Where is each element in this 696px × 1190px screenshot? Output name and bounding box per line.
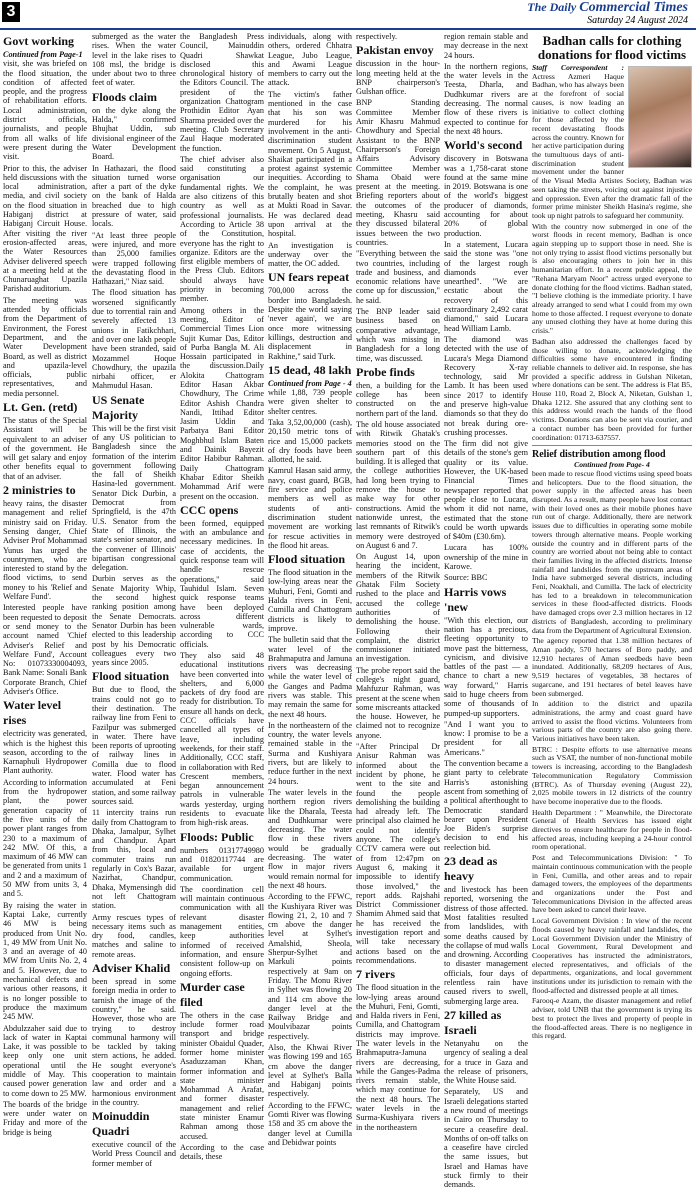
page-number: 3 [2,2,20,22]
paragraph: In addition to the district and upazila administrations, the army and coast guard have arrived to assist the flood victims. Volunteers from various parts of the country are also going there. Various initiatives have been taken. [532,699,692,744]
masthead [0,0,696,30]
paragraph: then, a building for the college has been constructed on the northern part of the land. [356,380,440,418]
paragraph: Taka 3,52,00,000 (cash), 20,150 metric tons of rice and 15,000 packets of dry foods have been allotted, he said. [268,417,352,465]
paragraph: been spread in some foreign media in order to tarnish the image of the country," he said. However, those who are trying to destroy communal harmony will be tackled by taking stern actions, he added. He sought everyone's cooperation to maintain law and order and a harmonious environment in the country. [92,977,176,1107]
headline-worlds-second: World's second [444,138,523,153]
paragraph: heavy rains, the disaster management and relief ministry said on Friday. Sensing danger, Chief Adviser Prof Mohammad Yunus has urged the countrymen, who are interested to stand by the flood victims, to send money to his 'Relief and Welfare Fund'. [3,499,87,602]
paragraph: 11 intercity trains run daily from Chattogram to Dhaka, Jamalpur, Sylhet and Chandpur. Apart from this, local and commuter trains run regularly in Cox's Bazar, Nazirhat, Chandpur, Dhaka, Mymensingh did not left Chattogram station. [92,808,176,911]
issue-date: Saturday 24 August 2024 [587,15,688,26]
headline-govt-working: Govt working [3,34,75,48]
paragraph: 700,000 across the border into Bangladesh. Despite the world saying 'never again', we are once more witnessing killings, destruction and displacement in Rakhine," said Turk. [268,286,352,361]
paragraph: In the northern regions, the water levels in the Teesta, Dharla, and Dudhkumar rivers are decreasing. The normal flow of these rivers is expected to continue for the next 48 hours. [444,61,528,136]
paragraph: Abdulzzaher said due to lack of water in Kaptai Lake, it was possible to keep only one unit operational until the middle of May. This caused power generation to come down to 25 MW. [3,1023,87,1098]
headline-murder-case: Murder case filed [180,979,245,1009]
paragraph: discussion in the hour-long meeting held at the BNP chairperson's Gulshan office. [356,59,440,97]
divider [532,445,692,446]
headline-adviser-khalid: Adviser Khalid [92,961,171,976]
paragraph: Prior to this, the adviser held discussions with the local administration, media, and civil society on the flood situation in Habiganj district at Habiganj Circuit House. After visiting the river erosion-affected areas, the Water Resources Adviser delivered speech at a meeting held at the Chunaruaghat Upazila Parishad auditorium. [3,163,87,294]
paragraph: According to the case details, these [180,1142,264,1162]
paragraph: But due to flood, the trains could not go to their destination. The railway line from Feni to Fazilpur was submerged in water. There have been reports of uprooting of railway lines in Comilla due to flood water. Flood water has accumulated at Feni station, and some railway sources said. [92,685,176,806]
paragraph: Separately, US and Israeli delegations started a new round of meetings in Cairo on Thursday to secure a ceasefire deal. Months of on-off talks on a ceasefire have circled the same issues, but Israel and Hamas have stuck firmly to their demands. [444,1087,528,1190]
column-6 [444,32,528,1190]
paragraph: BNP Standing Committee Member Amir Khasru Mahmud Chowdhury and Special Assistant to the BNP Chairperson's Foreign Affairs Advisory Committee Member Shama Obaid were present at the meeting. Briefing reporters about the outcomes of the meeting, Khasru said they discussed bilateral issues between the two countries. [356,98,440,247]
paragraph: "With this election, our nation has a precious, fleeting opportunity to move past the bitterness, cynicism, and divisive battles of the past — a chance to chart a new way forward," Harris said to huge cheers from some of thousands of pumped-up supporters. [444,615,528,718]
feature-headline: Badhan calls for clothing donations for flood victims [537,33,687,62]
paragraph: and livestock has been reported, worsening the distress of those affected. Most fatalities resulted from landslides, with some deaths caused by the collapse of mud walls and drowning. According to disaster management officials, four days of relentless rain have caused rivers to swell, submerging large area. [444,885,528,1006]
paragraph: respectively. [356,32,398,41]
paragraph: Among others in the meeting, Editor of Commercial Times Lion Sujit Kumar Das, Editor of Purba Bangla M. Ali Hossain participated in the discussion.Daily Alokita Chattogram Editor Hasan Akbar Chowdhury, The Crime Editor Ashish Chandra Nandi, Ittihad Editor Jasim Uddin and Parbatya Bani Editor Moghbhul Islam Baten and Dainik Bayezit Editor Habibur Rahman. Daily Chattogram Khabar Editor Sheikh Mohammad Arif were present on the occasion. [180,305,264,501]
source-credit: Source: BBC [444,573,488,583]
headline-floods-claim: Floods claim [92,89,157,104]
paragraph: The old house associated with Ritwik Ghatak's memories stood on the southern part of this building. It is alleged that the college authorities had long been trying to remove the house to make way for other constructions. Amid the nationwide unrest, the last remnants of Ritwik's memory were destroyed on August 6 and 7. [356,419,440,550]
paragraph: The flood situation in the low-lying areas near the Muhuri, Feni, Gomti and Halda rivers in Feni, Cumilla and Chattogram districts is likely to improve. [268,568,352,633]
paragraph: The flood situation has worsened significantly due to torrential rain and severely affected 13 unions in Fatikchhari, and over one lakh people have been stranded, said Mozammel Hoque Chowdhury, the upazila nirbahi officer, er Mahmudul Hasan. [92,288,176,391]
headline-us-senate: US Senate Majority [92,392,145,422]
headline-water-level: Water level rises [3,698,62,728]
headline-relief-distribution: Relief distribution among flood [532,449,666,461]
headline-2-ministries: 2 ministries to [3,483,76,498]
paragraph: visit, she was briefed on the flood situation, the condition of affected people, and the progress of rehabilitation efforts. Local administration, district officials, journalists, and people from all walks of life were present during the visit. [3,59,87,162]
feature-column [532,32,692,1072]
headline-floods-public: Floods: Public [180,829,254,844]
continued-label: Continued from Page-1 [3,50,83,59]
headline-probe-finds: Probe finds [356,364,415,379]
paper-name-prefix: The Daily [527,0,577,14]
paragraph: The others in the case include former road transport and bridge minister Obaidul Quader, former home minister Asaduzzaman Khan, former information and state minister Mohammad A Arafat, and former disaster management and relief state minister Enamur Rahman among those accused. [180,1010,264,1141]
paper-name [527,0,688,16]
headline-23-dead: 23 dead as heavy [444,854,498,884]
paragraph: Kamrul Hasan said army, navy, coast guard, BGB, fire service and police members as well as students of anti-discrimination student movement are working for rescue activities in the flood hit areas. [268,466,352,550]
paragraph: region remain stable and may decrease in the next 24 hours. [444,32,528,60]
paragraph: Also, the Khwai River was flowing 199 and 165 cm above the danger level at Sylhet's Balla and Habiganj points respectively. [268,1042,352,1099]
paragraph: The BNP leader said business based on comparative advantage, which was missing in Bangladesh for a long time, was discussed. [356,307,440,363]
paragraph: Local Government Division : In view of the recent floods caused by heavy rainfall and landslides, the Local Government Division under the Ministry of Local Government, Rural Development and Cooperatives has instructed the administrators, elected representatives, and officials of the departments, organizations, and local government institutions under its jurisdiction to remain with the flood-affected and distressed people at all times. [532,916,692,995]
column-1 [3,32,87,1137]
paragraph: According to the FFWC, the Kushiyara River was flowing 21, 2, 10 and 7 cm above the danger level at Sylhet's Amalshid, Sheola, Sherpur-Sylhet and Markuli points respectively at 9am on Friday. The Monu River in Sylhet was flowing 20 and 114 cm above the danger level at the Railway Bridge and Moulvibazar points respectively. [268,892,352,1041]
paragraph: They also said 48 educational institutions have been converted into shelters, and 6,000 packets of dry food are ready for distribution. To ensure all hands on deck, CCC officials have cancelled all types of leave, including weekends, for their staff. Additionally, CCC staff, in collaboration with Red Crescent members, began announcement patrols in vulnerable wards yesterday, urging residents to evacuate from high-risk areas. [180,651,264,828]
headline-pakistan-envoy: Pakistan envoy [356,43,434,58]
paragraph: The diamond was detected with the use of Lucara's Mega Diamond Recovery X-ray technology, said Mr Lamb. It has been used since 2017 to identify and preserve high-value diamonds so that they do not break during ore-crushing processes. [444,334,528,437]
paragraph: The boards of the bridge were under water on Friday and more of the bridge is being [3,1099,87,1137]
paragraph: According to information from the hydropower plant, the power generation capacity of the five units of the power plant ranges from 230 to a maximum of 242 MW. Of this, a maximum of 46 MW can be generated from units 1 and 2 and a maximum of 50 MW from units 3, 4 and 5. [3,777,87,899]
headline-un-fears: UN fears repeat [268,270,350,285]
paragraph: the Bangladesh Press Council, Mainuddin Quadri Shawkat disclosed this chronological history of the Editors Council. The president of the organization Chattogram Prothidin Editor Ayan Sharma presided over the meeting. Club Secretary Zaul Haque moderated the function. [180,32,264,153]
byline: Staff Correspondent : [532,63,624,72]
continued-label: Continued from Page- 4 [574,460,650,470]
paragraph: on the dyke along the Halda," confirmed Bhujhat Uddin, sub divisional engineer of the Water Development Board. [92,105,176,162]
paragraph: numbers 01317749980 and 01820117744 are available for urgent communication. [180,845,264,883]
headline-15-dead: 15 dead, 48 lakh [268,362,352,377]
paragraph: been formed, equipped with an ambulance and necessary medicines. In case of accidents, the quick response team will handle rescue operations," said Tauhidul Islam. Seven quick response teams have been deployed across different vulnerable wards, according to CCC officials. [180,518,264,649]
paragraph: electricity was generated, which is the highest this season, according to the Karnaphuli Hydropower Plant authority. [3,729,87,776]
paragraph: In Hathazari, the flood situation turned worse after a part of the dyke on the bank of Halda breached due to high pressure of water, said locals. [92,163,176,229]
headline-harris-vows: Harris vows 'new [444,584,507,614]
paragraph: "After Principal Dr Anisur Rahman was informed about the incident by phone, he went to the site and found the people demolishing the building had already left. The principal also claimed he could not identify anyone. The college's CCTV camera were out of from 12:47pm on August 6, making it impossible to identify those involved," the report adds. Rajshahi District Commissioner Shamim Ahmed said that he has received the investigation report and will take necessary actions based on the recommendations. [356,742,440,965]
column-2 [92,32,176,1168]
paragraph: The convention became a giant party to celebrate Harris's astonishing ascent from something of a political afterthought to Democratic standard bearer upon President Joe Biden's surprise decision to end his reelection bid. [444,759,528,852]
paragraph: Army rescues types of necessary items such as dry food, candles, matches and saline to remote areas. [92,912,176,959]
paragraph: The coordination cell will maintain continuous communication with all relevant disaster management entities, keep authorities informed of received information, and ensure consistent follow-up on ongoing efforts. [180,884,264,978]
paragraph: According to the FFWC, Gomti River was flowing 158 and 35 cm above the danger level at Cumilla and Debidwar points [268,1100,352,1147]
headline-7-rivers: 7 rivers [356,967,395,982]
paragraph: been made to rescue flood victims using speed boats and helicopters. Due to the flood situation, the power supply in the affected areas has been disrupted. As a result, many people have lost contact with their loved ones as their mobile phones have run out of charge. Additionally, there are network issues due to difficulties in operating some mobile towers through alternative means. People working outside the country and in different parts of the country are worried about not being able to contact their families living in the affected districts. Intense rainfall and landslides from the upstream areas of India have submerged several districts, including Feni, Noakhali, and Cumilla. The lack of electricity has led to a breakdown in telecommunication services in these flood-affected districts. Floods have damaged crops over 2.3 million hectares in 12 districts of Bangladesh, according to preliminary data from the Department of Agricultural Extension. [532,468,692,635]
paragraph: Post and Telecommunications Division: " To maintain continuous communication with the people in Feni, Cumilla, and other areas and to repair damaged towers, the employees of the departments and organizations under the Post and Telecommunications Division in the affected areas have been asked to cancel their leave. [532,853,692,915]
paragraph: submerged as the water rises. When the water level in the lake rises to 108 msl, the bridge is under about two to three feet of water. [92,32,176,88]
column-4 [268,32,352,1147]
paragraph: The meeting was attended by officials from the Department of Environment, the Forest Department, and the Water Development Board, as well as district and upazila-level officials, public representatives, and media personnel. [3,295,87,398]
paragraph: In the northeastern of the country, the water levels remained stable in the Surma and Kushiyara rivers, but are likely to reduce further in the next 24 hours. [268,720,352,786]
paragraph: This will be the first visit of any US politician to Bangladesh since the formation of the interim government following the fall of Sheikh Hasina-led government. Senator Dick Durbin, a Democrat from Springfield, is the 47th U.S. Senator from the State of Illinois, the state's senior senator, and the convener of Illinois' bipartisan congressional delegation. [92,423,176,573]
paragraph: The firm did not give details of the stone's gem quality or its value. However, the UK-based Financial Times newspaper reported that people close to Lucara, whom it did not name, estimated that the stone could be worth upwards of $40m (£30.6m). [444,439,528,542]
continued-label: Continued from Page - 4 [268,378,352,388]
headline-moinuddin-quadri: Moinuddin Quadri [92,1109,150,1139]
paragraph: Farooq-e Azam, the disaster management and relief adviser, told UNB that the government is trying its best to protect the lives and property of people in the flood-affected areas. There is no negligence in this regard. [532,996,692,1041]
paragraph: With the country now submerged in one of the worst floods in recent memory, Badhan is once again stepping up to support those in need. She is not only trying to assist flood victims personally but is also encouraging others to join her in this humanitarian effort. In a recent public appeal, the "Rehana Maryam Noor" actress urged everyone to donate clothing for the flood victims. Badhan stated, "I believe clothing is the immediate priority. I have already arranged to send what I could from my own home to those affected. I request everyone to donate any unused clothing they have at home during this crisis." [532,221,692,336]
paragraph: discovery in Botswana was a 1,758-carat stone found at the same mine in 2019. Botswana is one of the world's biggest producer of diamonds, accounting for about 20% of global production. [444,154,528,238]
paragraph: "At least three people were injured, and more than 25,000 families were trapped following the devastating flood in Hathazari," Niaz said. [92,230,176,287]
column-3 [180,32,264,1162]
paragraph: Netanyahu on the urgency of sealing a deal for a truce in Gaza and the release of prisoners, the White House said. [444,1038,528,1086]
headline-ccc-opens: CCC opens [180,502,239,517]
paper-name-main: Commercial Times [579,0,688,15]
paragraph: Health Department : " Meanwhile, the Directorate General of Health Services has issued eight directives to ensure healthcare for people in flood-affected areas, including keeping a 24-hour control room operational. [532,807,692,852]
paragraph: The victim's father mentioned in the case that his son was murdered for his involvement in the anti-discrimination student movement. On 5 August, Shaikat participated in a protest against systemic inequities. According to the complaint, he was brutally beaten and shot at Mukti Road in Savar. He was declared dead upon arrival at the hospital. [268,89,352,239]
paragraph: In a statement, Lucara said the stone was "one of the largest rough diamonds ever unearthed". "We are ecstatic about the recovery of this extraordinary 2,492 carat diamond," said Lucara head William Lamb. [444,239,528,333]
paragraph: An investigation is underway over the matter, the OC added. [268,240,352,269]
paragraph: By raising the water in Kaptai Lake, currently 46 MW is being produced from Unit No. 1, 49 MW from Unit No. 3 and an average of 40 MW from Units No. 2, 4 and 5. However, due to mechanical defects and various other reasons, it is no longer possible to produce the maximum 245 MW. [3,900,87,1022]
paragraph: The status of the Special Assistant will be equivalent to an adviser of the government. He will get salary and enjoy other benefits equal to that of an adviser. [3,415,87,481]
paragraph: The water levels in the northern region rivers like the Dharala, Teesta and Dudhkumar were decreasing. The water flow in these rivers would be gradually decreasing. The water flow in major rivers would remain normal for the next 48 hours. [268,787,352,890]
paragraph: Lucara has 100% ownership of the mine in Karowe. [444,543,528,572]
paragraph: The probe report said the college's night guard, Mahfuzur Rahman, was present at the scene when some miscreants attacked the house. However, he claimed not to recognize anyone. [356,665,440,740]
paragraph: "And I want you to know: I promise to be a president for all Americans." [444,719,528,757]
paragraph: The flood situation in the low-lying areas around the Muhuri, Feni, Gomti, and Halda rivers in Feni, Cumilla, and Chattogram districts may improve. The water levels in the Brahmaputra-Jamuna rivers are decreasing, while the Ganges-Padma rivers remain stable, which may continue for the next 48 hours. The water levels in the Surma-Kushiyara rivers in the northeastern [356,983,440,1132]
paragraph: Badhan also addressed the challenges faced by those willing to donate, acknowledging the difficulties some have encountered in finding reliable channels to deliver aid. In response, she has provided a specific address in Gulshan Niketan, where donations can be sent. The address is Flat B5, House 110, Road 2, Block A, Niketan, Gulshan 1, Dhaka 1212. She assured that any clothing sent to this address would reach the hands of the flood victims. Donations can also be sent via courier, and a contact number has been provided for further coordination: 01713-637557. [532,336,692,442]
paragraph: "Everything between the two countries, including trade and business, and economic relations have come up for discussion," he said. [356,249,440,305]
paragraph: while 1,88, 739 people were given shelter to shelter centres. [268,388,352,416]
paragraph: The agency reported that 1.38 million hectares of Aman paddy, 570 hectares of Boro paddy, and 12,910 hectares of Aman seedbeds have been inundated. Additionally, 68,209 hectares of Aus, 9,519 hectares of vegetables, 38 hectares of sugarcane, and 191 hectares of betel leaves have been submerged. [532,636,692,698]
headline-27-killed: 27 killed as Israeli [444,1007,502,1037]
actress-photo [628,66,692,168]
paragraph: Durbin serves as the Senate Majority Whip, the second highest ranking position among the Senate Democrats. Senator Durbin has been elected to this leadership post by his Democratic colleagues every two years since 2005. [92,574,176,668]
paragraph: executive council of the World Press Council and former member of [92,1140,176,1168]
paragraph: The bulletin said that the water level of the Brahmaputra and Jamuna rivers was decreasing while the water level of the Ganges and Padma rivers was stable. This may remain the same for the next 48 hours. [268,635,352,719]
headline-lt-gen: Lt. Gen. (retd) [3,399,78,414]
paragraph: individuals, along with others, ordered Chhatra League, Jubo League, and Awami League members to carry out the attack. [268,32,352,88]
paragraph: On August 14, upon hearing the incident, members of the Ritwik Ghatak Film Society rushed to the place and accused the college authorities of demolishing the house. Following their complaint, the district commissioner initiated an investigation. [356,552,440,664]
column-5 [356,32,440,1132]
paragraph: The chief adviser also said constituting a organisation our fundamental rights. We are also citizens of this country as well as professional journalists. According to Article 38 of the Constitution, everyone has the right to organize. Editors are the first eligible members of the Press Club. Editors should always have priority in becoming member. [180,154,264,304]
paragraph: Interested people have been requested to deposit or send money to the account named 'Chief Adviser's Relief and Welfare Fund', Account No: 01073330004093, Bank Name: Sonali Bank Corporate Branch, Chief Adviser's Office. [3,603,87,696]
headline-flood-situation: Flood situation [92,669,170,684]
paragraph: Actress Azmeri Haque Badhan, who has always been at the forefront of social causes, is now leading an initiative to collect clothing for those affected by the recent devastating floods across the country. Known for her active participation during the tumultuous days of anti-discrimination student movement under the banner of the Visual Media Artistes Society, Badhan was seen taking the streets, voicing out against injustice and oppression. Even after the dramatic fall of the former prime minister Sheikh Hasina's regime, she took up night patrols to safeguard her community. [532,71,692,220]
headline-flood-situation-2: Flood situation [268,552,346,567]
paragraph: BTRC : Despite efforts to use alternative means such as VSAT, the number of non-functional mobile towers is increasing, according to the Bangladesh Telecommunication Regulatory Commission (BTRC). As of Thursday evening (August 22), 2,025 mobile towers in 12 districts of the country have become inoperative due to the floods. [532,744,692,806]
